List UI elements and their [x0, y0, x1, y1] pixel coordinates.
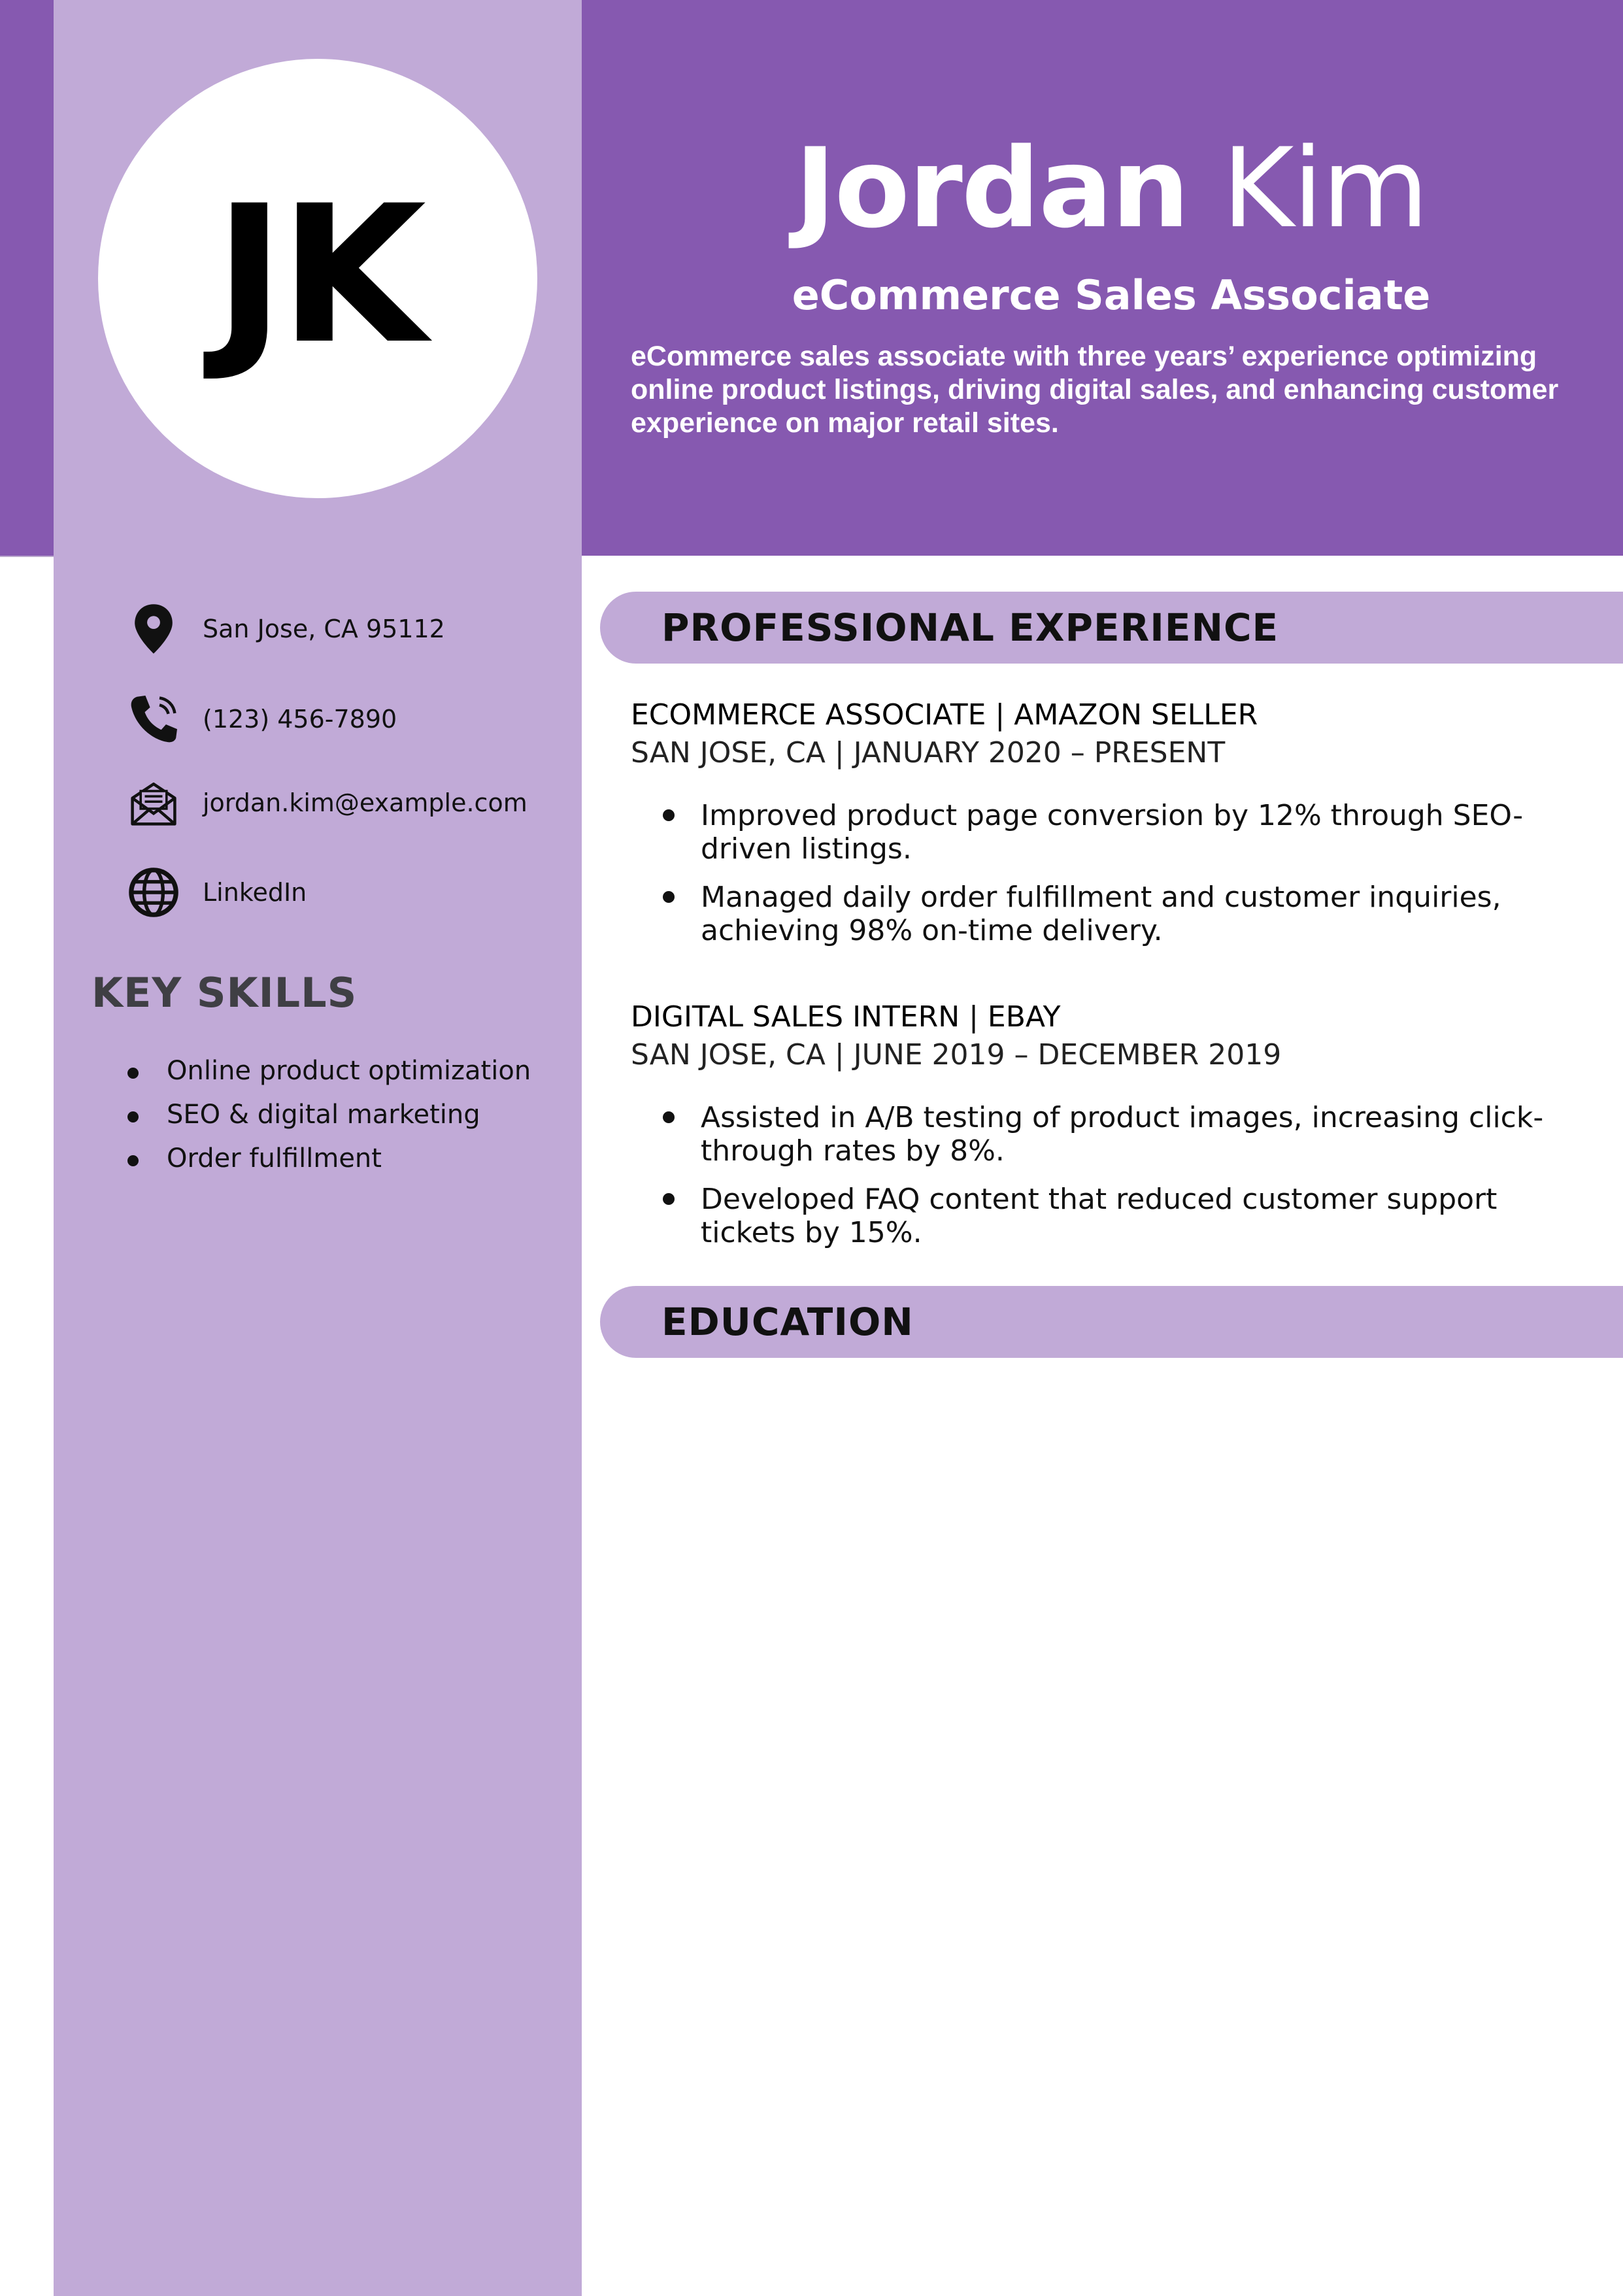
experience-heading: PROFESSIONAL EXPERIENCE	[661, 605, 1279, 650]
contact-location	[124, 596, 445, 662]
candidate-name	[765, 123, 1458, 255]
job-1-title: ECOMMERCE ASSOCIATE | AMAZON SELLER	[631, 698, 1258, 732]
contact-location-text: San Jose, CA 95112	[203, 615, 445, 643]
skill-item: Online product optimization	[127, 1049, 531, 1093]
header-divider	[0, 556, 54, 557]
last-name: Kim	[1222, 124, 1428, 252]
contact-email-text: jordan.kim@example.com	[203, 788, 527, 817]
job-1-bullets	[660, 799, 1595, 962]
contact-phone-text: (123) 456-7890	[203, 705, 397, 734]
contact-phone	[124, 686, 397, 752]
profile-summary: eCommerce sales associate with three years’ experience optimizing online product listings, driving digital sales, and enhancing customer experience on major retail sites.	[631, 341, 1559, 439]
email-icon	[124, 773, 183, 832]
job-1-bullet: Managed daily order fulfillment and customer inquiries, achieving 98% on-time delivery.	[660, 881, 1595, 947]
first-name: Jordan	[795, 124, 1189, 252]
job-2-bullet: Developed FAQ content that reduced customer support tickets by 15%.	[660, 1183, 1595, 1249]
contact-email	[124, 770, 527, 836]
skill-item: SEO & digital marketing	[127, 1093, 531, 1137]
globe-icon	[124, 863, 183, 922]
phone-icon	[124, 690, 183, 749]
job-title: eCommerce Sales Associate	[792, 271, 1431, 319]
experience-section-header	[600, 592, 1623, 664]
job-2-title: DIGITAL SALES INTERN | EBAY	[631, 1000, 1061, 1034]
avatar	[98, 59, 537, 498]
location-pin-icon	[124, 599, 183, 658]
job-2-bullet: Assisted in A/B testing of product images, increasing click-through rates by 8%.	[660, 1101, 1595, 1168]
skill-item: Order fulfillment	[127, 1137, 531, 1181]
avatar-initials: JK	[214, 165, 422, 386]
job-2-bullets	[660, 1101, 1595, 1264]
education-section-header	[600, 1286, 1623, 1358]
job-1-meta: SAN JOSE, CA | JANUARY 2020 – PRESENT	[631, 736, 1226, 769]
skills-heading: KEY SKILLS	[92, 969, 358, 1017]
education-heading: EDUCATION	[661, 1300, 914, 1344]
job-1-bullet: Improved product page conversion by 12% through SEO-driven listings.	[660, 799, 1595, 866]
job-2-meta: SAN JOSE, CA | JUNE 2019 – DECEMBER 2019	[631, 1038, 1282, 1072]
skills-list	[127, 1049, 531, 1181]
contact-linkedin	[124, 860, 307, 925]
contact-linkedin-text[interactable]: LinkedIn	[203, 878, 307, 907]
